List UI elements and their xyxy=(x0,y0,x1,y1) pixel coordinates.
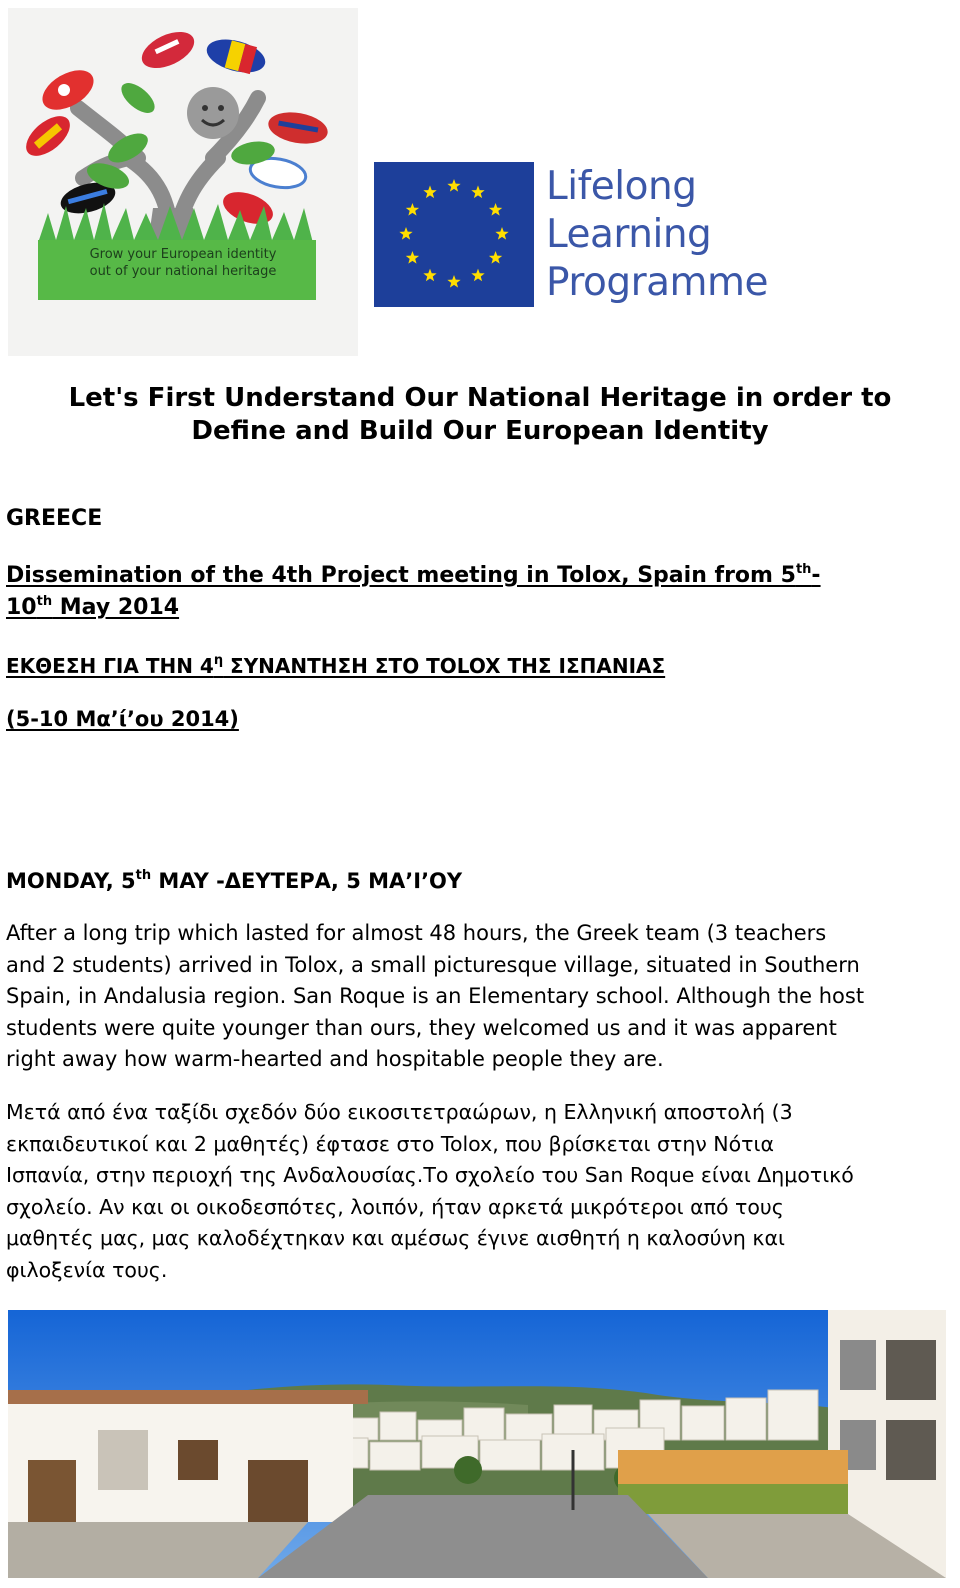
paragraph-greek-line: φιλοξενία τους. xyxy=(6,1257,168,1282)
eu-star-icon xyxy=(423,185,436,198)
llp-text-line1: Lifelong xyxy=(546,164,697,209)
paragraph-english xyxy=(6,918,946,1076)
dissemination-text-3: 10 xyxy=(6,595,37,620)
paragraph-english-line: and 2 students) arrived in Tolox, a small picturesque village, situated in Southern xyxy=(6,952,860,977)
paragraph-greek xyxy=(6,1097,946,1286)
title-line2: Define and Build Our European Identity xyxy=(191,416,769,446)
greek-report-sup: η xyxy=(213,653,224,668)
logo-tagline-line1: Grow your European identity xyxy=(89,247,277,262)
greek-report-heading xyxy=(6,650,665,682)
project-logo xyxy=(8,8,358,356)
dates-heading: (5-10 Μα’ί’ου 2014) xyxy=(6,707,239,731)
eu-star-icon xyxy=(447,275,460,288)
eu-star-icon xyxy=(447,179,460,192)
dissemination-sup-1: th xyxy=(795,562,812,577)
paragraph-greek-line: σχολείο. Αν και οι οικοδεσπότες, λοιπόν, ήταν αρκετά μικρότεροι από τους xyxy=(6,1194,784,1219)
village-photo xyxy=(8,1310,946,1578)
day-heading-sup: th xyxy=(135,868,152,883)
paragraph-english-line: right away how warm-hearted and hospitable people they are. xyxy=(6,1047,664,1071)
day-heading-text-2: MAY -ΔΕΥΤΕΡΑ, 5 ΜΑ’Ι’ΟΥ xyxy=(151,869,463,893)
country-heading: GREECE xyxy=(6,506,103,531)
dissemination-text-4: May 2014 xyxy=(52,595,180,620)
greek-report-text-1: ΕΚΘΕΣΗ ΓΙΑ ΤΗΝ 4 xyxy=(6,654,214,678)
llp-logo xyxy=(374,162,769,312)
title-line1: Let's First Understand Our National Heritage in order to xyxy=(68,383,892,413)
dissemination-text-1: Dissemination of the 4th Project meeting in Tolox, Spain from 5 xyxy=(6,563,796,588)
dissemination-text-2: - xyxy=(811,563,821,588)
day-heading xyxy=(6,865,462,897)
smiley-face-icon xyxy=(187,87,239,139)
llp-text-line2: Learning xyxy=(546,212,712,257)
paragraph-greek-line: μαθητές μας, μας καλοδέχτηκαν και αμέσως έγινε αισθητή η καλοσύνη και xyxy=(6,1226,785,1250)
eu-star-icon xyxy=(406,203,419,216)
paragraph-english-line: After a long trip which lasted for almost 48 hours, the Greek team (3 teachers xyxy=(6,921,827,945)
eu-flag-icon xyxy=(374,162,534,307)
logo-tagline-line2: out of your national heritage xyxy=(89,264,277,279)
eu-star-icon xyxy=(489,251,502,264)
llp-text-line3: Programme xyxy=(546,260,769,305)
dissemination-sup-2: th xyxy=(36,594,53,609)
eu-star-icon xyxy=(489,203,502,216)
eu-star-icon xyxy=(471,185,484,198)
paragraph-greek-line: εκπαιδευτικοί και 2 μαθητές) έφτασε στο Tolox, που βρίσκεται στην Νότια xyxy=(6,1131,774,1156)
dissemination-heading xyxy=(6,560,821,624)
paragraph-english-line: Spain, in Andalusia region. San Roque is an Elementary school. Although the host xyxy=(6,984,865,1008)
eu-star-icon xyxy=(399,227,412,240)
paragraph-greek-line: Ισπανία, στην περιοχή της Ανδαλουσίας.Το σχολείο του San Roque είναι Δημοτικό xyxy=(6,1163,854,1187)
day-heading-text-1: MONDAY, 5 xyxy=(6,869,136,893)
page-title xyxy=(20,382,940,448)
eu-star-icon xyxy=(471,269,484,282)
eu-star-icon xyxy=(406,251,419,264)
eu-star-icon xyxy=(495,227,508,240)
paragraph-english-line: students were quite younger than ours, they welcomed us and it was apparent xyxy=(6,1015,837,1040)
greek-report-text-2: ΣΥΝΑΝΤΗΣΗ ΣΤΟ TOLOX ΤΗΣ ΙΣΠΑΝΙΑΣ xyxy=(223,654,666,678)
paragraph-greek-line: Μετά από ένα ταξίδι σχεδόν δύο εικοσιτετραώρων, η Ελληνική αποστολή (3 xyxy=(6,1100,793,1124)
eu-star-icon xyxy=(423,269,436,282)
